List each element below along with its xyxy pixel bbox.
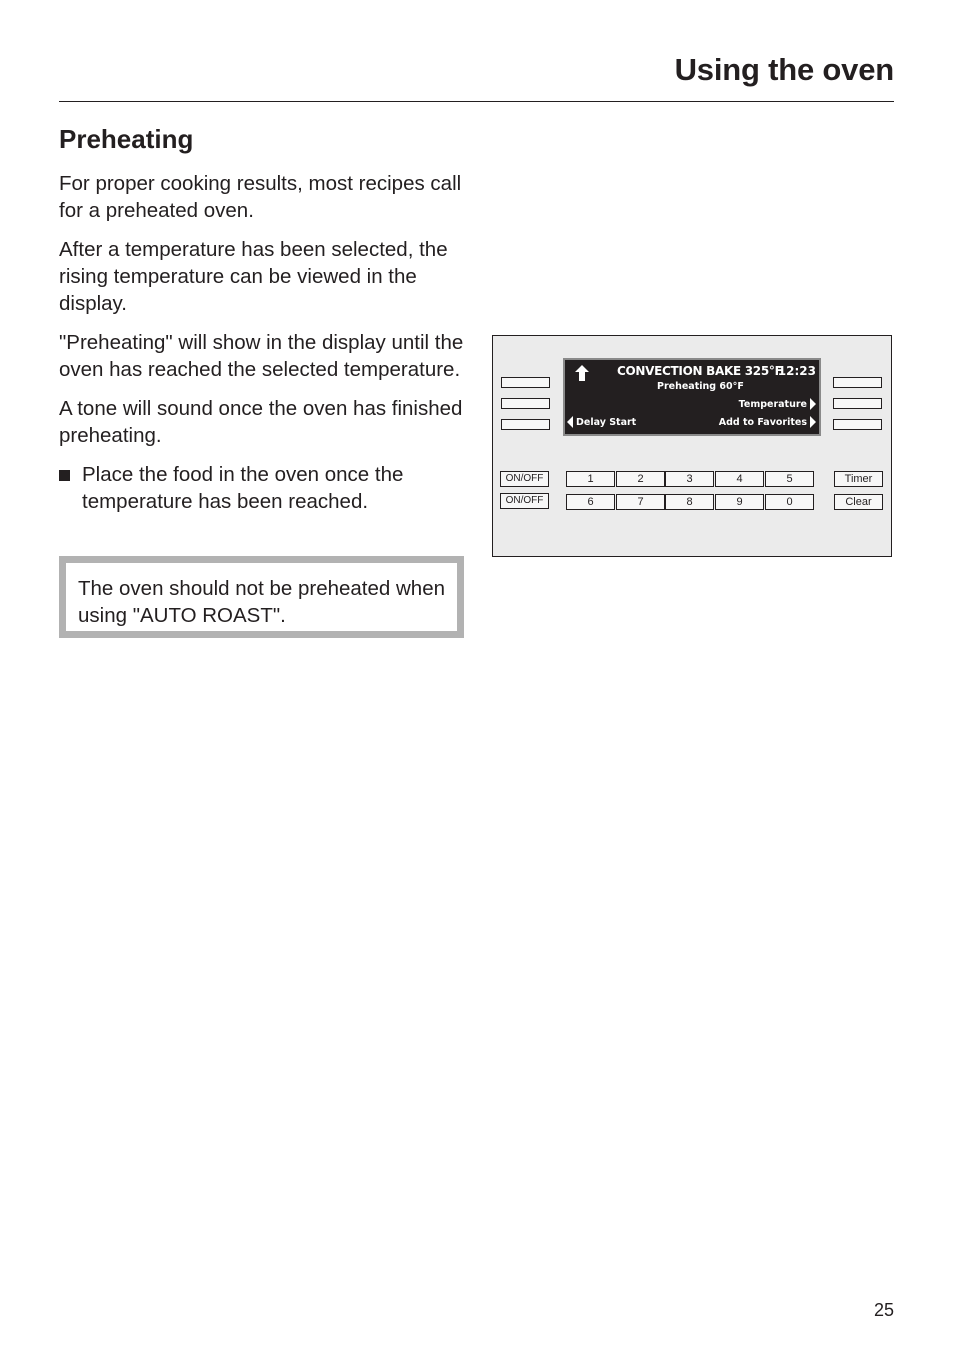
arrow-up-icon <box>575 365 589 381</box>
number-key-8[interactable]: 8 <box>665 494 714 510</box>
arrow-right-icon <box>810 416 816 428</box>
option-label: Add to Favorites <box>718 416 807 428</box>
paragraph: For proper cooking results, most recipes call for a preheated oven. <box>59 172 462 222</box>
oven-display <box>563 358 821 436</box>
section-title: Preheating <box>59 124 194 154</box>
header-title: Using the oven <box>674 52 894 87</box>
timer-button[interactable]: Timer <box>834 471 883 487</box>
note-box <box>59 556 464 638</box>
left-soft-button-1[interactable] <box>501 377 550 388</box>
clear-button[interactable]: Clear <box>834 494 883 510</box>
right-soft-button-2[interactable] <box>833 398 882 409</box>
bullet-item <box>59 461 469 515</box>
display-option-favorites <box>719 416 816 428</box>
number-key-1[interactable]: 1 <box>566 471 615 487</box>
number-key-2[interactable]: 2 <box>616 471 665 487</box>
number-key-3[interactable]: 3 <box>665 471 714 487</box>
number-key-5[interactable]: 5 <box>765 471 814 487</box>
display-mode: CONVECTION BAKE 325°F <box>617 364 783 378</box>
body-text <box>59 170 469 527</box>
arrow-left-icon <box>567 416 573 428</box>
arrow-right-icon <box>810 398 816 410</box>
display-status: Preheating 60°F <box>657 381 744 392</box>
option-label: Temperature <box>738 398 807 410</box>
onoff-button-1[interactable]: ON/OFF <box>500 471 549 487</box>
left-soft-button-3[interactable] <box>501 419 550 430</box>
number-key-6[interactable]: 6 <box>566 494 615 510</box>
option-label: Delay Start <box>576 416 637 428</box>
square-bullet-icon <box>59 470 70 481</box>
bullet-text: Place the food in the oven once the temperature has been reached. <box>82 463 404 513</box>
number-key-4[interactable]: 4 <box>715 471 764 487</box>
display-option-delay-start <box>567 416 636 428</box>
onoff-button-2[interactable]: ON/OFF <box>500 493 549 509</box>
right-soft-button-1[interactable] <box>833 377 882 388</box>
paragraph: After a temperature has been selected, the rising temperature can be viewed in the display. <box>59 238 448 315</box>
right-soft-button-3[interactable] <box>833 419 882 430</box>
page-number: 25 <box>873 1300 894 1320</box>
paragraph: "Preheating" will show in the display until the oven has reached the selected temperature. <box>59 331 464 381</box>
page-header <box>59 50 894 102</box>
number-key-9[interactable]: 9 <box>715 494 764 510</box>
number-key-0[interactable]: 0 <box>765 494 814 510</box>
display-time: 12:23 <box>777 364 816 378</box>
control-panel <box>492 335 892 557</box>
note-text: The oven should not be preheated when using "AUTO ROAST". <box>78 577 445 627</box>
number-key-7[interactable]: 7 <box>616 494 665 510</box>
left-soft-button-2[interactable] <box>501 398 550 409</box>
paragraph: A tone will sound once the oven has finished preheating. <box>59 397 463 447</box>
display-option-temperature <box>739 398 816 410</box>
